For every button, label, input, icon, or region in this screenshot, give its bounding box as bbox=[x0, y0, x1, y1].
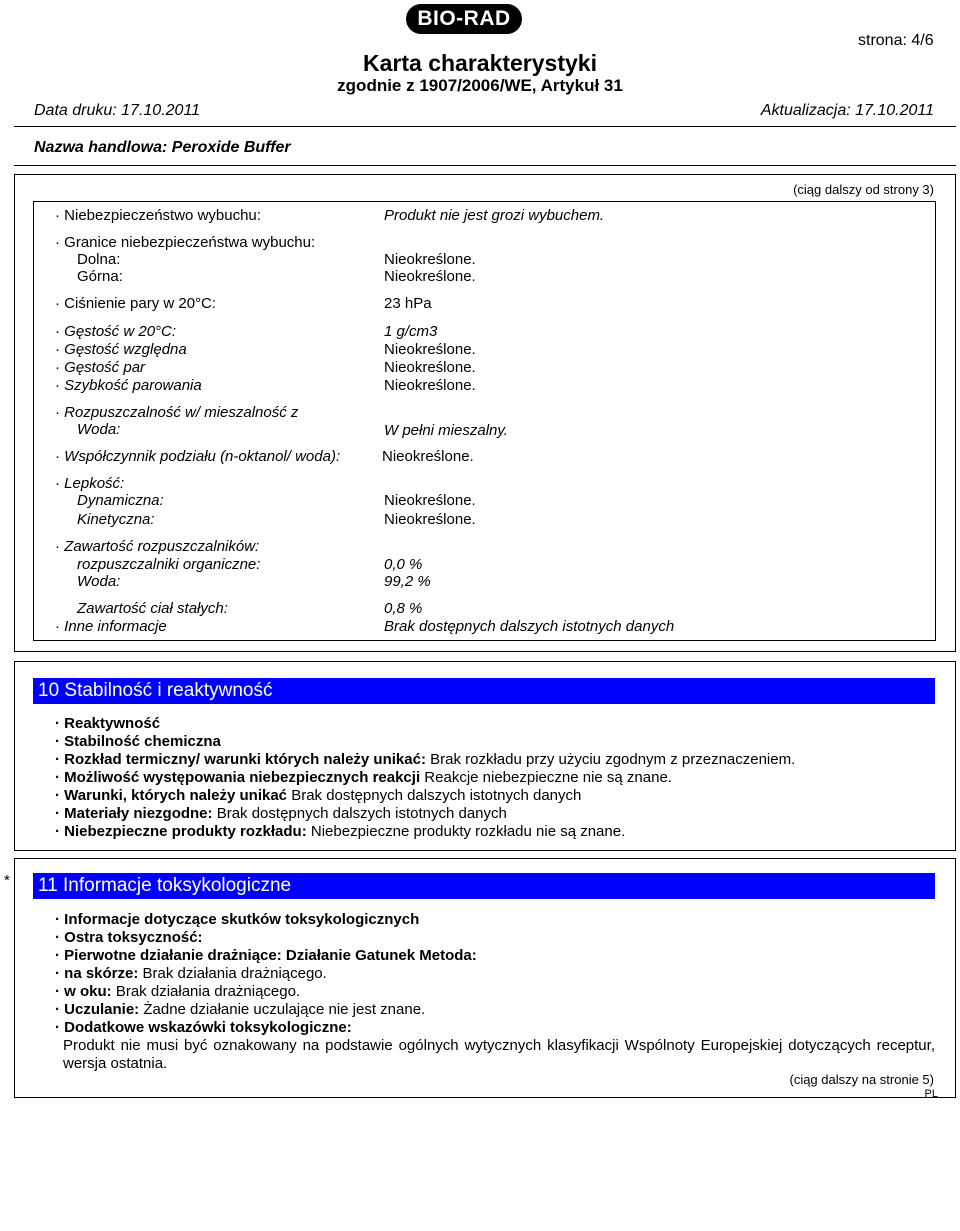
thermal-decomposition-line bbox=[55, 751, 795, 768]
kinematic-viscosity-label: Kinetyczna: bbox=[77, 511, 155, 528]
lower-limit-label: Dolna: bbox=[77, 251, 121, 268]
other-info-value: Brak dostępnych dalszych istotnych danych bbox=[384, 618, 675, 635]
continued-from-note: (ciąg dalszy od strony 3) bbox=[793, 182, 934, 197]
conditions-to-avoid-label: · Warunki, których należy unikać bbox=[55, 787, 288, 804]
document-title: Karta charakterystyki bbox=[363, 50, 597, 76]
incompatible-materials-label: · Materiały niezgodne: bbox=[55, 805, 213, 822]
header-divider-2 bbox=[14, 165, 956, 166]
other-info-label: · Inne informacje bbox=[55, 618, 167, 635]
document-subtitle: zgodnie z 1907/2006/WE, Artykuł 31 bbox=[337, 76, 623, 95]
header-divider bbox=[14, 126, 956, 127]
hazardous-reactions-line bbox=[55, 769, 672, 786]
relative-density-value: Nieokreślone. bbox=[384, 341, 476, 358]
thermal-decomposition-value: Brak rozkładu przy użyciu zgodnym z przeznaczeniem. bbox=[430, 751, 796, 768]
solids-content-value: 0,8 % bbox=[384, 600, 423, 617]
hazardous-reactions-label: · Możliwość występowania niebezpiecznych reakcji bbox=[55, 769, 421, 786]
hazardous-reactions-value: Reakcje niebezpieczne nie są znane. bbox=[424, 769, 672, 786]
vapour-pressure-label: · Ciśnienie pary w 20°C: bbox=[55, 295, 217, 312]
evaporation-rate-value: Nieokreślone. bbox=[384, 377, 476, 394]
upper-limit-label: Górna: bbox=[77, 268, 123, 285]
lower-limit-value: Nieokreślone. bbox=[384, 251, 476, 268]
additional-info-label: · Dodatkowe wskazówki toksykologiczne: bbox=[55, 1019, 352, 1036]
bio-rad-logo: BIO-RAD bbox=[406, 4, 522, 34]
update-date: Aktualizacja: 17.10.2011 bbox=[760, 102, 934, 119]
incompatible-materials-line bbox=[55, 805, 507, 822]
sensitisation-value: Żadne działanie uczulające nie jest znane. bbox=[143, 1001, 426, 1018]
language-code: PL bbox=[924, 1088, 938, 1100]
vapour-pressure-value: 23 hPa bbox=[384, 295, 432, 312]
section-11-title: 11 Informacje toksykologiczne bbox=[38, 875, 292, 896]
eye-value: Brak działania drażniącego. bbox=[115, 983, 301, 1000]
viscosity-label: · Lepkość: bbox=[55, 475, 125, 492]
thermal-decomposition-label: · Rozkład termiczny/ warunki których należy unikać: bbox=[55, 751, 426, 768]
explosion-hazard-value: Produkt nie jest grozi wybuchem. bbox=[384, 207, 605, 224]
print-date: Data druku: 17.10.2011 bbox=[34, 102, 201, 119]
chemical-stability-label: · Stabilność chemiczna bbox=[55, 733, 221, 750]
properties-box bbox=[33, 201, 936, 641]
acute-toxicity-label: · Ostra toksyczność: bbox=[55, 929, 203, 946]
conditions-to-avoid-value: Brak dostępnych dalszych istotnych danych bbox=[291, 787, 582, 804]
section-10-heading bbox=[33, 678, 935, 704]
skin-label: · na skórze: bbox=[55, 965, 139, 982]
section-10-title: 10 Stabilność i reaktywność bbox=[38, 680, 273, 701]
trade-name: Nazwa handlowa: Peroxide Buffer bbox=[34, 139, 291, 156]
incompatible-materials-value: Brak dostępnych dalszych istotnych danych bbox=[216, 805, 507, 822]
solvent-content-label: · Zawartość rozpuszczalników: bbox=[55, 538, 260, 555]
decomposition-products-label: · Niebezpieczne produkty rozkładu: bbox=[55, 823, 307, 840]
density-label: · Gęstość w 20°C: bbox=[55, 323, 177, 340]
skin-value: Brak działania drażniącego. bbox=[142, 965, 327, 982]
additional-info-text: Produkt nie musi być oznakowany na podstawie ogólnych wytycznych klasyfikacji Wspólnoty Europejskiej dotyczących receptur, wersja ostatnia. bbox=[63, 1037, 935, 1072]
toxicology-info-label: · Informacje dotyczące skutków toksykologicznych bbox=[55, 911, 420, 928]
solids-content-label: Zawartość ciał stałych: bbox=[77, 600, 228, 617]
organic-solvents-label: rozpuszczalniki organiczne: bbox=[77, 556, 261, 573]
organic-solvents-value: 0,0 % bbox=[384, 556, 423, 573]
upper-limit-value: Nieokreślone. bbox=[384, 268, 476, 285]
evaporation-rate-label: · Szybkość parowania bbox=[55, 377, 202, 394]
sensitisation-line bbox=[55, 1001, 425, 1018]
water-content-label: Woda: bbox=[77, 573, 121, 590]
relative-density-label: · Gęstość względna bbox=[55, 341, 187, 358]
density-value: 1 g/cm3 bbox=[384, 323, 438, 340]
section-11-heading bbox=[33, 873, 935, 899]
water-content-value: 99,2 % bbox=[384, 573, 431, 590]
eye-label: · w oku: bbox=[55, 983, 112, 1000]
sensitisation-label: · Uczulanie: bbox=[55, 1001, 140, 1018]
solubility-label: · Rozpuszczalność w/ mieszalność z bbox=[55, 404, 299, 421]
skin-line bbox=[55, 965, 327, 982]
page-number: strona: 4/6 bbox=[858, 32, 934, 49]
continued-to-note: (ciąg dalszy na stronie 5) bbox=[789, 1072, 934, 1087]
eye-line bbox=[55, 983, 300, 1000]
partition-coefficient-label: · Współczynnik podziału (n-oktanol/ woda): bbox=[55, 448, 341, 465]
explosion-hazard-label: · Niebezpieczeństwo wybuchu: bbox=[55, 207, 261, 224]
reactivity-label: · Reaktywność bbox=[55, 715, 161, 732]
kinematic-viscosity-value: Nieokreślone. bbox=[384, 511, 476, 528]
primary-irritant-label: · Pierwotne działanie drażniące: Działanie Gatunek Metoda: bbox=[55, 947, 477, 964]
change-marker: * bbox=[4, 872, 10, 889]
conditions-to-avoid-line bbox=[55, 787, 581, 804]
decomposition-products-value: Niebezpieczne produkty rozkładu nie są znane. bbox=[310, 823, 626, 840]
solubility-water-label: Woda: bbox=[77, 421, 121, 438]
explosion-limits-label: · Granice niebezpieczeństwa wybuchu: bbox=[55, 234, 316, 251]
vapour-density-label: · Gęstość par bbox=[55, 359, 146, 376]
decomposition-products-line bbox=[55, 823, 625, 840]
dynamic-viscosity-label: Dynamiczna: bbox=[77, 492, 164, 509]
partition-coefficient-value: Nieokreślone. bbox=[382, 448, 474, 465]
vapour-density-value: Nieokreślone. bbox=[384, 359, 476, 376]
dynamic-viscosity-value: Nieokreślone. bbox=[384, 492, 476, 509]
solubility-water-value: W pełni mieszalny. bbox=[384, 422, 508, 439]
